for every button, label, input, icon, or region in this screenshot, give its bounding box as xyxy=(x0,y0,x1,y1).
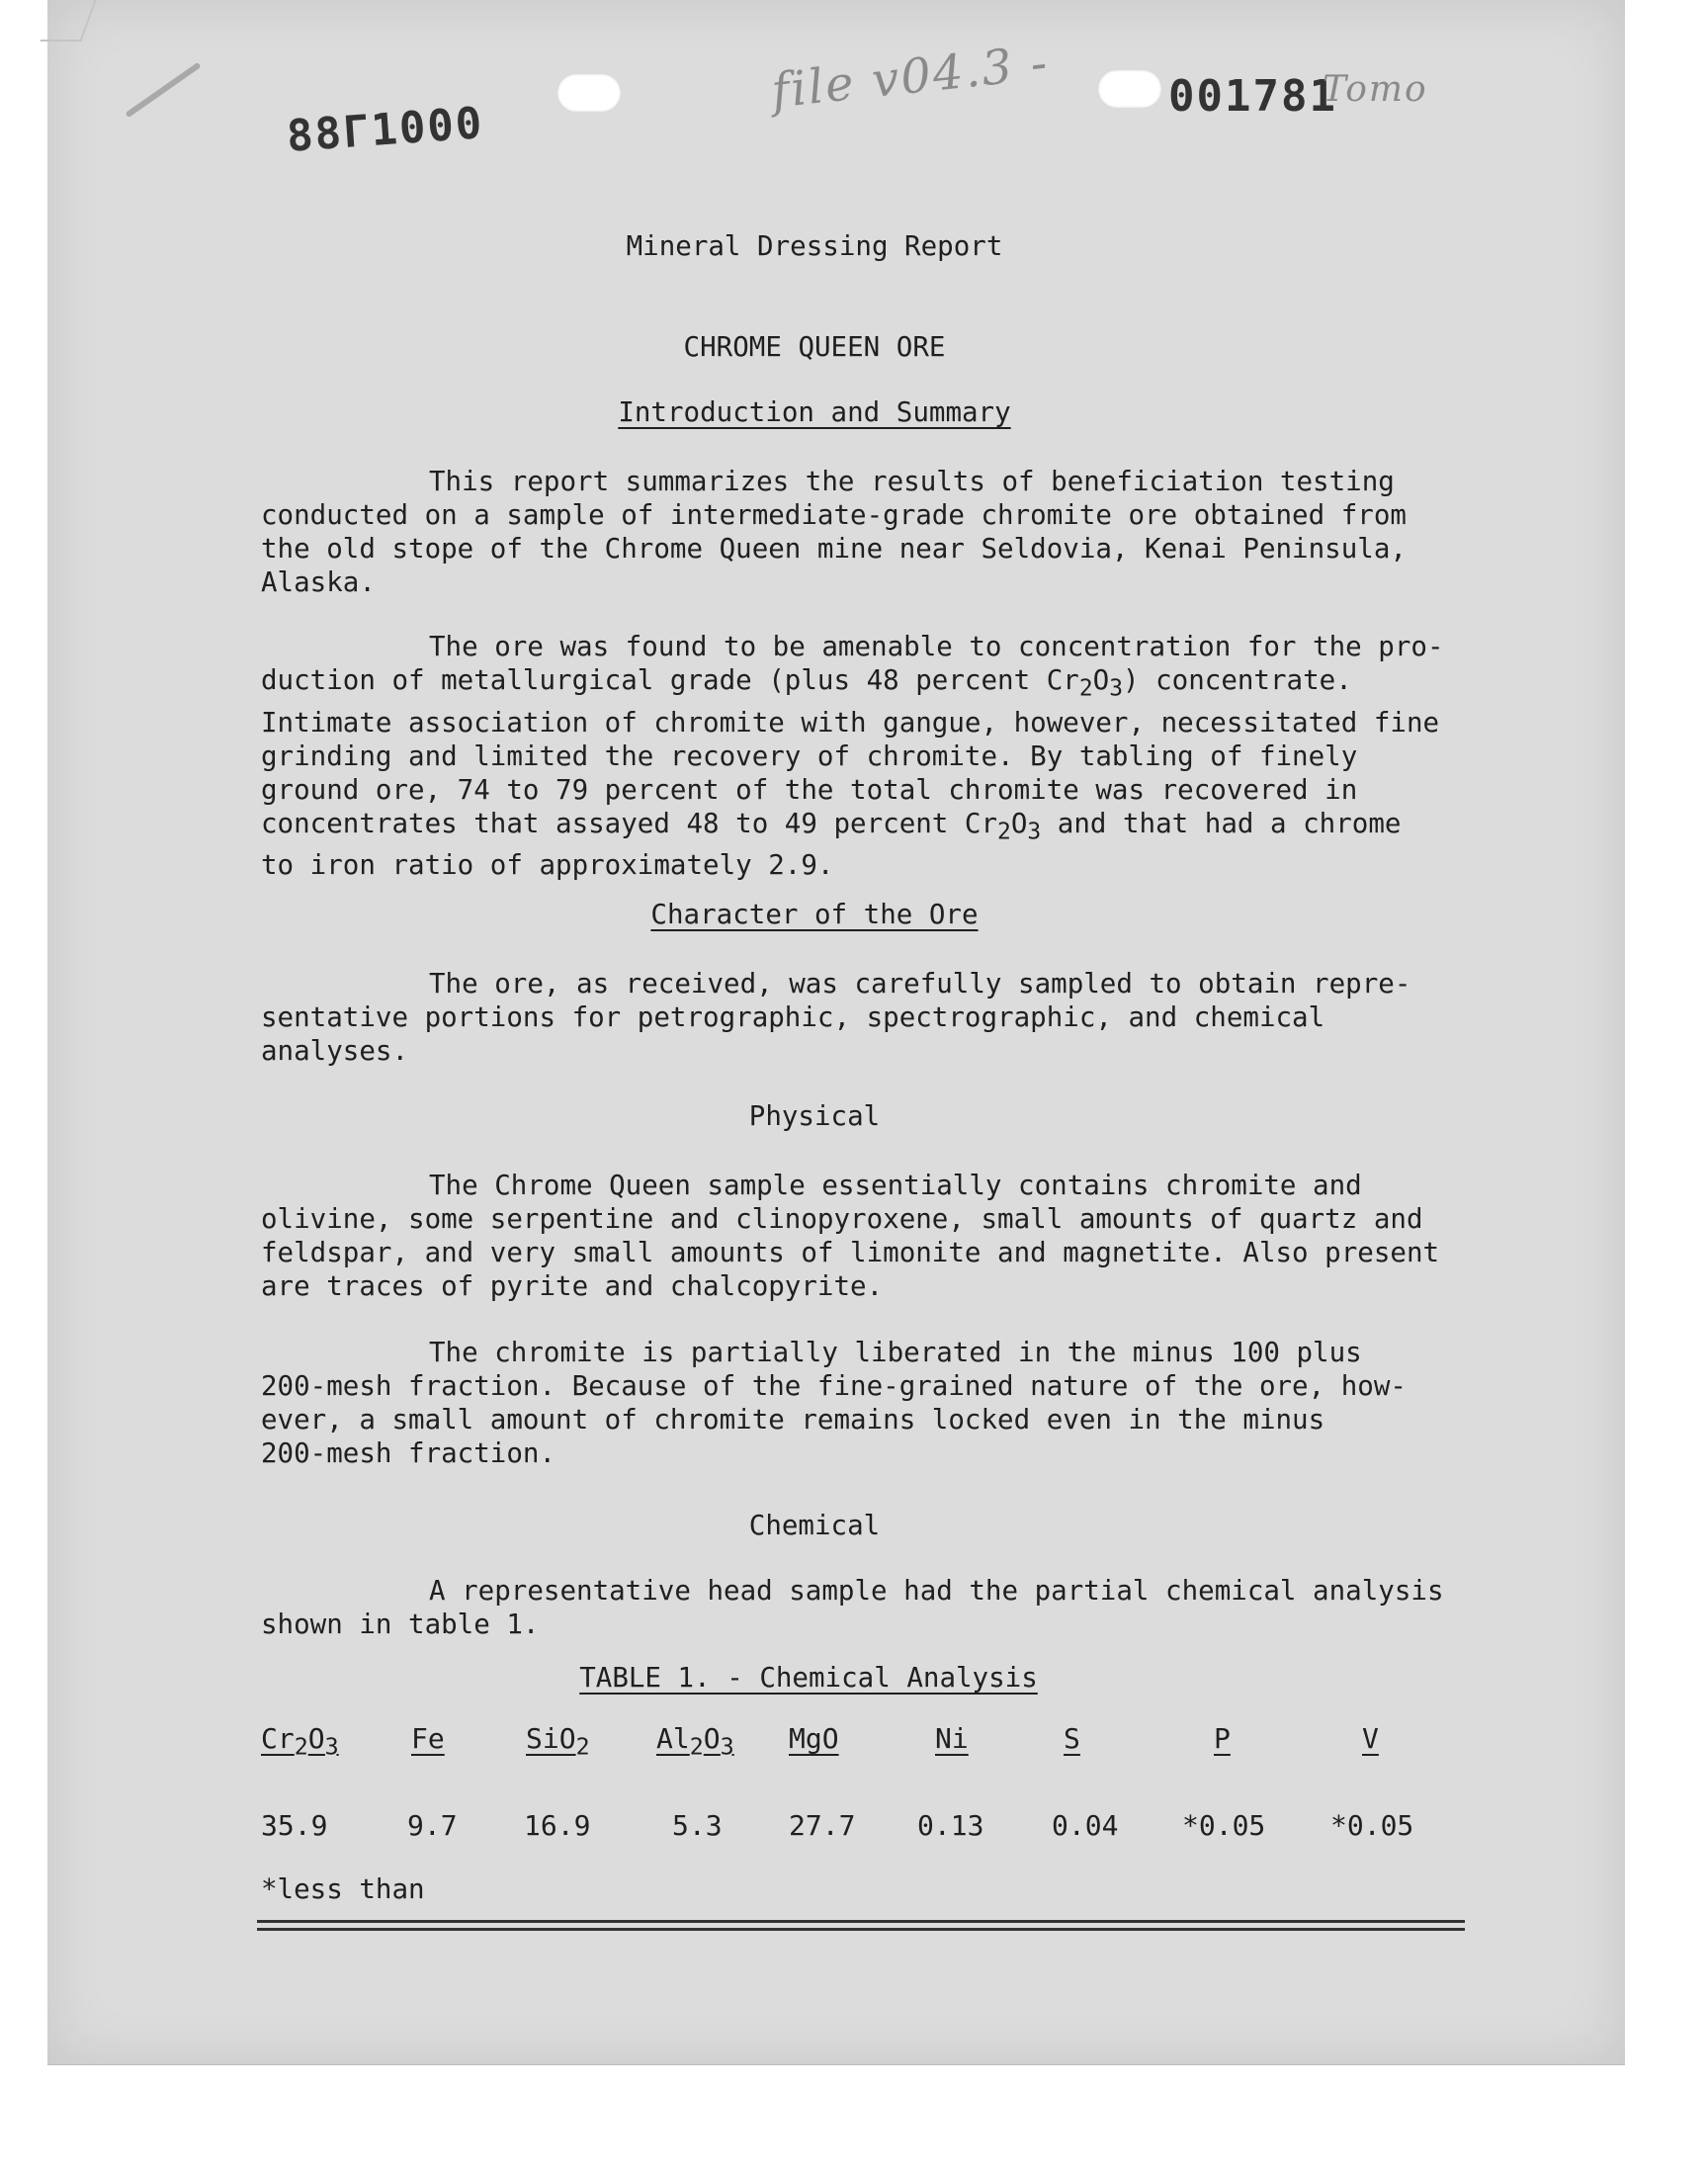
subscript: 3 xyxy=(1109,675,1123,702)
intro-p2-line-7: to iron ratio of approximately 2.9. xyxy=(261,849,834,881)
handwritten-tail: Tomo xyxy=(1323,69,1428,110)
intro-p2-line-2 xyxy=(261,663,1467,706)
subscript: 2 xyxy=(294,1732,308,1761)
section-heading-chemical: Chemical xyxy=(748,1510,881,1541)
section-heading-intro: Introduction and Summary xyxy=(618,396,1011,428)
subscript: 3 xyxy=(324,1732,339,1761)
intro-p2-line-2b: ) concentrate. xyxy=(1122,664,1352,696)
subscript: 2 xyxy=(575,1732,590,1761)
chemical-line-1: A representative head sample had the partial chemical analysis xyxy=(429,1575,1444,1607)
table-header-al2o3 xyxy=(656,1722,734,1761)
punch-hole-right xyxy=(1097,69,1162,109)
header-mid: O xyxy=(703,1722,721,1755)
character-line-2: sentative portions for petrographic, spectrographic, and chemical xyxy=(261,1001,1325,1033)
table-header-fe: Fe xyxy=(411,1722,445,1755)
subscript: 2 xyxy=(689,1732,704,1761)
chemical-line-2: shown in table 1. xyxy=(261,1609,540,1640)
character-paragraph xyxy=(261,967,1467,1068)
table-header-s: S xyxy=(1064,1722,1080,1755)
intro-p1-line-3: the old stope of the Chrome Queen mine near Seldovia, Kenai Peninsula, xyxy=(261,533,1407,565)
double-rule-bottom xyxy=(257,1928,1465,1931)
intro-p1-line-4: Alaska. xyxy=(261,566,376,598)
double-rule-top xyxy=(257,1920,1465,1923)
value-p: *0.05 xyxy=(1182,1809,1266,1842)
intro-p2-line-6 xyxy=(261,807,1467,849)
table-header-v: V xyxy=(1362,1722,1379,1755)
intro-p2-line-2a: duction of metallurgical grade (plus 48 percent Cr xyxy=(261,664,1079,696)
value-v: *0.05 xyxy=(1330,1809,1414,1842)
table-header-p: P xyxy=(1214,1722,1231,1755)
physical-p2-line-4: 200-mesh fraction. xyxy=(261,1437,556,1469)
intro-p1-line-1: This report summarizes the results of beneficiation testing xyxy=(429,466,1395,497)
value-cr2o3: 35.9 xyxy=(261,1809,328,1842)
chemical-paragraph xyxy=(261,1574,1467,1641)
table-value-row xyxy=(261,1809,1487,1849)
character-line-1: The ore, as received, was carefully sampled to obtain repre- xyxy=(429,968,1411,1000)
physical-p2-line-3: ever, a small amount of chromite remains locked even in the minus xyxy=(261,1404,1325,1436)
table-header-mgo: MgO xyxy=(789,1722,839,1755)
value-sio2: 16.9 xyxy=(524,1809,591,1842)
subscript: 3 xyxy=(1027,819,1042,844)
punch-hole-left xyxy=(556,73,622,113)
physical-p1-line-2: olivine, some serpentine and clinopyroxene, small amounts of quartz and xyxy=(261,1203,1423,1235)
section-heading-character: Character of the Ore xyxy=(650,899,979,930)
intro-paragraph-1 xyxy=(261,465,1467,599)
intro-p2-line-6a: concentrates that assayed 48 to 49 percent Cr xyxy=(261,807,998,839)
ore-title: CHROME QUEEN ORE xyxy=(683,331,946,363)
value-mgo: 27.7 xyxy=(789,1809,856,1842)
oxygen-symbol: O xyxy=(1010,807,1028,839)
table-title: TABLE 1. - Chemical Analysis xyxy=(579,1662,1038,1694)
section-heading-physical: Physical xyxy=(748,1100,881,1132)
intro-paragraph-2 xyxy=(261,630,1467,882)
value-s: 0.04 xyxy=(1052,1809,1119,1842)
oxygen-symbol: O xyxy=(1092,664,1110,696)
header-base: Al xyxy=(656,1722,690,1755)
handwritten-ref: file v04.3 - xyxy=(768,35,1052,120)
report-title: Mineral Dressing Report xyxy=(626,230,1003,262)
intro-p2-line-4: grinding and limited the recovery of chromite. By tabling of finely xyxy=(261,740,1358,772)
physical-paragraph-2 xyxy=(261,1336,1467,1470)
stamp-number: 88Γ1000 xyxy=(285,98,485,162)
physical-p2-line-1: The chromite is partially liberated in the minus 100 plus xyxy=(429,1337,1362,1368)
intro-p1-line-2: conducted on a sample of intermediate-grade chromite ore obtained from xyxy=(261,499,1407,531)
table-header-cr2o3 xyxy=(261,1722,339,1761)
value-al2o3: 5.3 xyxy=(672,1809,723,1842)
value-ni: 0.13 xyxy=(917,1809,984,1842)
footnote: *less than xyxy=(261,1873,425,1905)
physical-p2-line-2: 200-mesh fraction. Because of the fine-grained nature of the ore, how- xyxy=(261,1370,1407,1402)
physical-p1-line-3: feldspar, and very small amounts of limonite and magnetite. Also present xyxy=(261,1237,1440,1268)
table-header-sio2 xyxy=(526,1722,590,1761)
subscript: 2 xyxy=(997,819,1011,844)
header-mid: O xyxy=(307,1722,325,1755)
table-header-row xyxy=(261,1722,1487,1772)
stamp-number-2: 001781 xyxy=(1168,71,1337,122)
intro-p2-line-3: Intimate association of chromite with gangue, however, necessitated fine xyxy=(261,706,1440,739)
header-base: Cr xyxy=(261,1722,295,1755)
subscript: 3 xyxy=(720,1732,734,1761)
table-header-ni: Ni xyxy=(935,1722,969,1755)
intro-p2-line-5: ground ore, 74 to 79 percent of the total chromite was recovered in xyxy=(261,773,1358,806)
intro-p2-line-6b: and that had a chrome xyxy=(1041,807,1402,839)
intro-p2-line-1: The ore was found to be amenable to concentration for the pro- xyxy=(429,631,1444,662)
physical-p1-line-1: The Chrome Queen sample essentially contains chromite and xyxy=(429,1170,1362,1201)
physical-p1-line-4: are traces of pyrite and chalcopyrite. xyxy=(261,1270,884,1302)
physical-paragraph-1 xyxy=(261,1169,1467,1303)
header-base: SiO xyxy=(526,1722,576,1755)
subscript: 2 xyxy=(1078,675,1093,702)
character-line-3: analyses. xyxy=(261,1035,409,1067)
value-fe: 9.7 xyxy=(407,1809,458,1842)
